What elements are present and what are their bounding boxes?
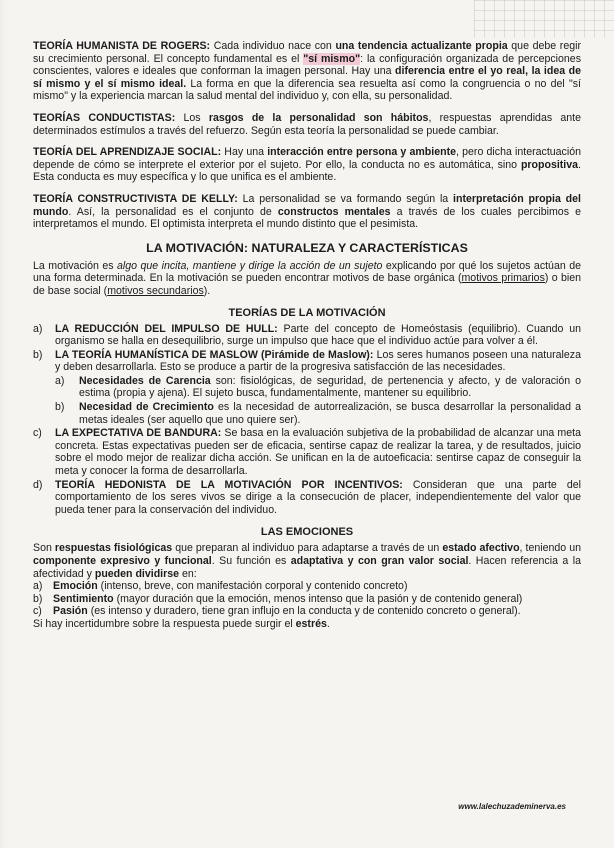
graph-paper-corner xyxy=(474,0,614,38)
rogers-title: TEORÍA HUMANISTA DE ROGERS: xyxy=(33,40,211,52)
list-item xyxy=(33,580,581,593)
document-content xyxy=(33,40,581,640)
emociones-bold-4: adaptativa y con gran valor social xyxy=(290,555,469,567)
motivacion-text-2: explicando por qué los sujetos actúan de una forma determinada. En la motivación se pueden encontrar motivos de base orgánica ( xyxy=(33,259,581,285)
list-item xyxy=(33,593,581,606)
item-marker: b) xyxy=(33,348,43,361)
item-marker: c) xyxy=(33,427,42,440)
crecimiento-title: Necesidad de Crecimiento xyxy=(79,401,214,414)
item-marker: a) xyxy=(33,322,43,335)
conductistas-title: TEORÍAS CONDUCTISTAS: xyxy=(33,111,176,124)
hull-title: LA REDUCCIÓN DEL IMPULSO DE HULL: xyxy=(55,322,278,335)
carencia-title: Necesidades de Carencia xyxy=(79,374,211,387)
list-item xyxy=(33,427,581,477)
social-bold-1: interacción entre persona y ambiente xyxy=(267,146,456,159)
rogers-text-4: La forma en que la diferencia sea resuelta así como la congruencia o no del "sí mismo" y la experiencia marcan la salud mental del individuo y, con ella, su personalidad. xyxy=(33,77,581,103)
teorias-heading: TEORÍAS DE LA MOTIVACIÓN xyxy=(228,306,386,319)
emociones-bold-2: estado afectivo xyxy=(442,542,520,555)
emociones-text-6: en: xyxy=(179,567,197,580)
rogers-highlight: "sí mismo" xyxy=(303,52,361,65)
estres-bold: estrés xyxy=(295,617,327,630)
rogers-text-1: Cada individuo nace con xyxy=(210,40,336,52)
estres-text: Si hay incertidumbre sobre la respuesta puede surgir el xyxy=(33,617,296,630)
estres-end: . xyxy=(326,617,330,630)
social-title: TEORÍA DEL APRENDIZAJE SOCIAL: xyxy=(33,146,222,159)
social-paragraph xyxy=(33,146,581,184)
list-item xyxy=(33,349,581,374)
kelly-title: TEORÍA CONSTRUCTIVISTA DE KELLY: xyxy=(33,192,238,205)
item-marker: a) xyxy=(33,580,43,593)
list-subitem xyxy=(55,401,581,426)
maslow-title: LA TEORÍA HUMANÍSTICA DE MASLOW (Pirámide de Maslow): xyxy=(55,348,374,361)
emociones-text-2: que preparan al individuo para adaptarse a través de un xyxy=(172,542,443,555)
item-marker: b) xyxy=(33,592,43,605)
social-text-1: Hay una xyxy=(221,146,268,159)
subitem-marker: b) xyxy=(55,401,65,414)
kelly-bold-2: constructos mentales xyxy=(277,205,391,218)
pasion-text: (es intenso y duradero, tiene gran influjo en la conducta y de contenido concreto o general). xyxy=(87,605,521,618)
bandura-title: LA EXPECTATIVA DE BANDURA: xyxy=(55,427,222,440)
kelly-bold-1: interpretación propia del mundo xyxy=(33,192,581,218)
subitem-marker: a) xyxy=(55,374,65,387)
conductistas-text-2: , respuestas aprendidas ante determinados estímulos a través del refuerzo. Según esta teoría la personalidad se puede cambiar. xyxy=(33,111,582,137)
motivacion-heading: LA MOTIVACIÓN: NATURALEZA Y CARACTERÍSTICAS xyxy=(146,240,468,255)
teorias-list xyxy=(33,323,581,517)
crecimiento-text: es la necesidad de autorrealización, se busca desarrollar la personalidad a metas ideales (ser aquello que uno quiere ser). xyxy=(79,401,581,426)
conductistas-text-1: Los xyxy=(175,111,209,124)
motivacion-paragraph xyxy=(33,260,581,298)
carencia-text: son: fisiológicas, de seguridad, de pertenencia y afecto, y de valoración o estima (propia y ajena). El sujeto busca, fundamentalmente, mantener su equilibrio. xyxy=(79,374,581,400)
pasion-title: Pasión xyxy=(53,605,88,618)
emociones-bold-5: pueden dividirse xyxy=(94,567,180,580)
motivacion-text-1: La motivación es xyxy=(33,259,117,272)
motivos-primarios: motivos primarios xyxy=(461,272,545,285)
motivacion-text-4: ). xyxy=(203,284,211,297)
estres-line xyxy=(33,618,581,631)
emociones-text-5: . Hacen referencia a la afectividad y xyxy=(33,555,581,580)
sentimiento-title: Sentimiento xyxy=(53,592,114,605)
emocion-title: Emoción xyxy=(53,580,98,593)
conductistas-bold-1: rasgos de la personalidad son hábitos xyxy=(208,111,429,124)
list-subitem xyxy=(55,375,581,400)
emociones-bold-1: respuestas fisiológicas xyxy=(54,542,173,555)
emociones-heading: LAS EMOCIONES xyxy=(260,526,354,539)
rogers-bold-3: diferencia entre el yo real, la idea de sí mismo y el sí mismo ideal. xyxy=(33,65,582,90)
rogers-paragraph xyxy=(33,40,581,103)
rogers-bold-1: una tendencia actualizante propia xyxy=(335,40,508,52)
item-marker: d) xyxy=(33,478,43,491)
sentimiento-text: (mayor duración que la emoción, menos intenso que la pasión y de contenido general) xyxy=(113,592,523,605)
social-text-3: . Esta conducta es muy específica y lo que unifica es el ambiente. xyxy=(33,158,581,184)
bandura-text: Se basa en la evaluación subjetiva de la probabilidad de alcanzar una meta concreta. Estas expectativas pueden ser de eficacia, sentirse capaz de realizar la tarea, y de resultados, juicio sobre el modo mejor de realizar dicha acción. Se unifican en la de autoeficacia: sentirse capaz de conseguir la meta y conocer la forma de desarrollarla. xyxy=(55,427,581,478)
motivos-secundarios: motivos secundarios xyxy=(107,284,204,297)
kelly-paragraph xyxy=(33,193,581,231)
kelly-text-1: La personalidad se va formando según la xyxy=(237,192,454,205)
emociones-text-1: Son xyxy=(33,542,55,555)
kelly-text-2: . Así, la personalidad es el conjunto de xyxy=(68,205,278,218)
social-bold-2: propositiva xyxy=(520,158,579,171)
conductistas-paragraph xyxy=(33,112,581,137)
rogers-text-3: : la configuración organizada de percepciones conscientes, valores e ideales que conforman la imagen personal. Hay una xyxy=(33,52,581,78)
motivacion-italic: algo que incita, mantiene y dirige la acción de un sujeto xyxy=(116,259,383,272)
emociones-text-3: , teniendo un xyxy=(519,542,581,555)
hedonista-text: Consideran que una parte del comportamiento de los seres vivos se dirige a la consecución de placer, independientemente del valor que pueda tener para la conservación del individuo. xyxy=(55,478,581,516)
item-marker: c) xyxy=(33,605,42,618)
hedonista-title: TEORÍA HEDONISTA DE LA MOTIVACIÓN POR INCENTIVOS: xyxy=(55,478,403,491)
footer-url: www.lalechuzademinerva.es xyxy=(458,802,566,811)
emocion-text: (intenso, breve, con manifestación corporal y contenido concreto) xyxy=(97,580,408,593)
kelly-text-3: a través de los cuales percibimos e interpretamos el mundo. El optimista interpreta el mundo distinto que el pesimista. xyxy=(33,205,581,231)
maslow-text: Los seres humanos poseen una naturaleza y deben desarrollarla. Esto se produce a partir de la progresiva satisfacción de las necesidades. xyxy=(55,348,581,374)
motivacion-text-3: ) o bien de base social ( xyxy=(33,272,582,297)
hull-text: Parte del concepto de Homeóstasis (equilibrio). Cuando un organismo se halla en desequilibrio, surge un impulso que hace que el individuo actúe para volver a él. xyxy=(55,322,582,348)
emociones-paragraph xyxy=(33,542,581,580)
emociones-bold-3: componente expresivo y funcional xyxy=(33,555,212,567)
emociones-text-4: . Su función es xyxy=(211,555,291,567)
social-text-2: , pero dicha interactuación depende de cómo se interprete el exterior por el sujeto. Por ello, la conducta no es automática, sino xyxy=(33,146,581,171)
list-item xyxy=(33,605,581,618)
list-item xyxy=(33,323,581,348)
list-item xyxy=(33,479,581,517)
rogers-text-2: que debe regir su crecimiento personal. El concepto fundamental es el xyxy=(33,40,581,65)
